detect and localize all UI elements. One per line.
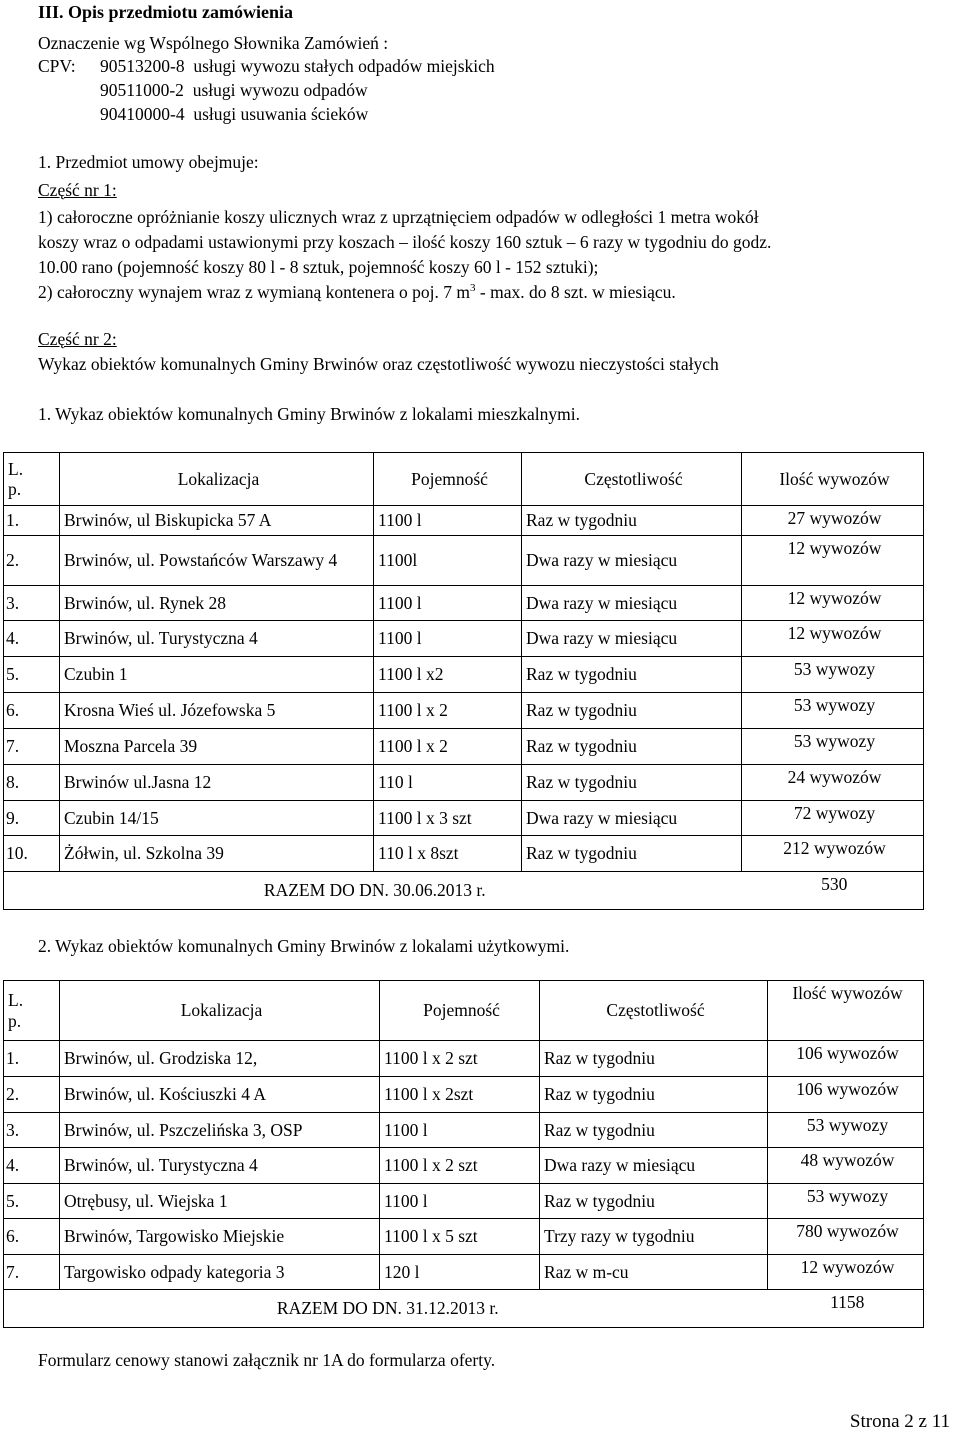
cell-frequency: Dwa razy w miesiącu bbox=[522, 621, 742, 657]
cell-lp: 3. bbox=[4, 586, 60, 621]
cell-capacity: 110 l x 8szt bbox=[374, 836, 522, 872]
cell-frequency: Raz w tygodniu bbox=[522, 765, 742, 801]
cpv-intro: Oznaczenie wg Wspólnego Słownika Zamówień : bbox=[38, 33, 389, 53]
cell-location: Brwinów, ul. Turystyczna 4 bbox=[60, 1148, 380, 1184]
cell-count: 27 wywozów bbox=[742, 506, 924, 536]
total-value: 1158 bbox=[768, 1290, 924, 1328]
table-header-row bbox=[4, 981, 924, 1041]
cell-count: 53 wywozy bbox=[768, 1184, 924, 1219]
cell-location: Brwinów, ul Biskupicka 57 A bbox=[60, 506, 374, 536]
cell-lp: 10. bbox=[4, 836, 60, 872]
cpv-desc: usługi wywozu stałych odpadów miejskich bbox=[193, 56, 495, 76]
header-frequency: Częstotliwość bbox=[522, 453, 742, 506]
header-count: Ilość wywozów bbox=[768, 981, 924, 1041]
cell-lp: 6. bbox=[4, 1219, 60, 1255]
cell-capacity: 110 l bbox=[374, 765, 522, 801]
cell-location: Czubin 14/15 bbox=[60, 801, 374, 836]
table-row bbox=[4, 1219, 924, 1255]
cpv-code: 90511000-2 bbox=[100, 80, 184, 100]
table-residential bbox=[3, 452, 924, 910]
cell-capacity: 120 l bbox=[380, 1255, 540, 1290]
total-value: 530 bbox=[742, 872, 924, 910]
table-row bbox=[4, 765, 924, 801]
header-location: Lokalizacja bbox=[60, 453, 374, 506]
header-count: Ilość wywozów bbox=[742, 453, 924, 506]
total-label: RAZEM DO DN. 30.06.2013 r. bbox=[4, 872, 742, 910]
part1-line bbox=[38, 282, 676, 303]
cell-lp: 1. bbox=[4, 506, 60, 536]
cell-location: Krosna Wieś ul. Józefowska 5 bbox=[60, 693, 374, 729]
cell-capacity: 1100 l bbox=[380, 1113, 540, 1148]
table-row bbox=[4, 801, 924, 836]
total-label: RAZEM DO DN. 31.12.2013 r. bbox=[4, 1290, 768, 1328]
table-commercial bbox=[3, 980, 924, 1328]
cpv-code: 90410000-4 bbox=[100, 104, 185, 124]
cell-capacity: 1100 l x 2szt bbox=[380, 1077, 540, 1113]
cell-capacity: 1100 l x 2 bbox=[374, 729, 522, 765]
cell-capacity: 1100 l x 2 szt bbox=[380, 1041, 540, 1077]
cell-capacity: 1100 l x 3 szt bbox=[374, 801, 522, 836]
cell-location: Brwinów, ul. Kościuszki 4 A bbox=[60, 1077, 380, 1113]
cell-lp: 7. bbox=[4, 729, 60, 765]
cell-lp: 4. bbox=[4, 621, 60, 657]
table-row bbox=[4, 1113, 924, 1148]
cell-frequency: Raz w tygodniu bbox=[540, 1077, 768, 1113]
cell-frequency: Raz w tygodniu bbox=[522, 836, 742, 872]
table-row bbox=[4, 729, 924, 765]
cell-lp: 5. bbox=[4, 1184, 60, 1219]
header-frequency: Częstotliwość bbox=[540, 981, 768, 1041]
cell-location: Brwinów, ul. Powstańców Warszawy 4 bbox=[60, 536, 374, 586]
cell-frequency: Raz w tygodniu bbox=[540, 1184, 768, 1219]
table-row bbox=[4, 586, 924, 621]
cell-frequency: Dwa razy w miesiącu bbox=[540, 1148, 768, 1184]
part1-line-text: - max. do 8 szt. w miesiącu. bbox=[475, 282, 676, 302]
table-total-row bbox=[4, 872, 924, 910]
table-row bbox=[4, 657, 924, 693]
cell-count: 780 wywozów bbox=[768, 1219, 924, 1255]
cell-frequency: Raz w tygodniu bbox=[522, 506, 742, 536]
section-title: III. Opis przedmiotu zamówienia bbox=[38, 2, 294, 22]
cell-lp: 5. bbox=[4, 657, 60, 693]
cell-capacity: 1100 l bbox=[374, 586, 522, 621]
cell-count: 12 wywozów bbox=[768, 1255, 924, 1290]
table-total-row bbox=[4, 1290, 924, 1328]
cell-capacity: 1100l bbox=[374, 536, 522, 586]
page-number: Strona 2 z 11 bbox=[849, 1411, 950, 1433]
cell-lp: 1. bbox=[4, 1041, 60, 1077]
cell-capacity: 1100 l x2 bbox=[374, 657, 522, 693]
cell-capacity: 1100 l bbox=[374, 621, 522, 657]
cell-lp: 3. bbox=[4, 1113, 60, 1148]
header-lp: L. p. bbox=[4, 453, 60, 506]
cell-frequency: Raz w tygodniu bbox=[522, 693, 742, 729]
cpv-desc: usługi usuwania ścieków bbox=[193, 104, 369, 124]
table-row bbox=[4, 621, 924, 657]
table-row bbox=[4, 506, 924, 536]
cell-frequency: Dwa razy w miesiącu bbox=[522, 801, 742, 836]
cell-location: Brwinów ul.Jasna 12 bbox=[60, 765, 374, 801]
part1-title: Część nr 1: bbox=[38, 180, 117, 200]
cell-count: 48 wywozów bbox=[768, 1148, 924, 1184]
cell-lp: 6. bbox=[4, 693, 60, 729]
table-row bbox=[4, 536, 924, 586]
part1-line: 1) całoroczne opróżnianie koszy ulicznych wraz z uprzątnięciem odpadów w odległości 1 metra wokół bbox=[38, 207, 759, 227]
table-row bbox=[4, 693, 924, 729]
cell-frequency: Raz w tygodniu bbox=[522, 657, 742, 693]
cpv-row bbox=[100, 104, 368, 125]
cell-frequency: Raz w m-cu bbox=[540, 1255, 768, 1290]
list2-title: 2. Wykaz obiektów komunalnych Gminy Brwinów z lokalami użytkowymi. bbox=[38, 936, 570, 956]
cell-count: 72 wywozy bbox=[742, 801, 924, 836]
cpv-row bbox=[100, 80, 368, 101]
part2-desc: Wykaz obiektów komunalnych Gminy Brwinów oraz częstotliwość wywozu nieczystości stałych bbox=[38, 354, 719, 374]
table-row bbox=[4, 1184, 924, 1219]
part1-line-text: 2) całoroczny wynajem wraz z wymianą kontenera o poj. 7 m bbox=[38, 282, 470, 302]
cell-frequency: Raz w tygodniu bbox=[540, 1113, 768, 1148]
cell-capacity: 1100 l bbox=[374, 506, 522, 536]
cell-frequency: Raz w tygodniu bbox=[540, 1041, 768, 1077]
cell-lp: 2. bbox=[4, 536, 60, 586]
cell-location: Żółwin, ul. Szkolna 39 bbox=[60, 836, 374, 872]
superscript: 3 bbox=[470, 282, 476, 295]
part1-line: 10.00 rano (pojemność koszy 80 l - 8 sztuk, pojemność koszy 60 l - 152 sztuki); bbox=[38, 257, 599, 277]
cell-location: Otrębusy, ul. Wiejska 1 bbox=[60, 1184, 380, 1219]
cell-count: 53 wywozy bbox=[742, 657, 924, 693]
table-row bbox=[4, 1148, 924, 1184]
cell-count: 12 wywozów bbox=[742, 621, 924, 657]
cell-count: 53 wywozy bbox=[742, 693, 924, 729]
cell-lp: 2. bbox=[4, 1077, 60, 1113]
cell-capacity: 1100 l bbox=[380, 1184, 540, 1219]
table-header-row bbox=[4, 453, 924, 506]
cell-location: Brwinów, ul. Rynek 28 bbox=[60, 586, 374, 621]
cpv-row bbox=[38, 56, 495, 77]
cell-location: Moszna Parcela 39 bbox=[60, 729, 374, 765]
cell-count: 53 wywozy bbox=[768, 1113, 924, 1148]
scope-intro: 1. Przedmiot umowy obejmuje: bbox=[38, 152, 259, 172]
cell-count: 106 wywozów bbox=[768, 1041, 924, 1077]
form-note: Formularz cenowy stanowi załącznik nr 1A do formularza oferty. bbox=[38, 1350, 496, 1370]
cell-lp: 8. bbox=[4, 765, 60, 801]
table-row bbox=[4, 1041, 924, 1077]
table-row bbox=[4, 836, 924, 872]
cell-capacity: 1100 l x 2 bbox=[374, 693, 522, 729]
cell-count: 106 wywozów bbox=[768, 1077, 924, 1113]
cell-frequency: Dwa razy w miesiącu bbox=[522, 586, 742, 621]
cell-frequency: Dwa razy w miesiącu bbox=[522, 536, 742, 586]
cell-capacity: 1100 l x 2 szt bbox=[380, 1148, 540, 1184]
cell-count: 212 wywozów bbox=[742, 836, 924, 872]
cell-lp: 7. bbox=[4, 1255, 60, 1290]
table-row bbox=[4, 1255, 924, 1290]
part2-title: Część nr 2: bbox=[38, 329, 117, 349]
cell-lp: 4. bbox=[4, 1148, 60, 1184]
part1-line: koszy wraz o odpadami ustawionymi przy koszach – ilość koszy 160 sztuk – 6 razy w tygodniu do godz. bbox=[38, 232, 772, 252]
cell-location: Targowisko odpady kategoria 3 bbox=[60, 1255, 380, 1290]
cell-count: 12 wywozów bbox=[742, 536, 924, 586]
cell-location: Brwinów, ul. Pszczelińska 3, OSP bbox=[60, 1113, 380, 1148]
table-row bbox=[4, 1077, 924, 1113]
cpv-desc: usługi wywozu odpadów bbox=[192, 80, 368, 100]
cell-lp: 9. bbox=[4, 801, 60, 836]
cell-location: Czubin 1 bbox=[60, 657, 374, 693]
cell-count: 53 wywozy bbox=[742, 729, 924, 765]
cell-count: 12 wywozów bbox=[742, 586, 924, 621]
header-lp: L. p. bbox=[4, 981, 60, 1041]
header-location: Lokalizacja bbox=[60, 981, 380, 1041]
cpv-prefix: CPV: bbox=[38, 56, 76, 76]
cell-capacity: 1100 l x 5 szt bbox=[380, 1219, 540, 1255]
header-capacity: Pojemność bbox=[380, 981, 540, 1041]
cell-location: Brwinów, Targowisko Miejskie bbox=[60, 1219, 380, 1255]
cpv-code: 90513200-8 bbox=[100, 56, 185, 76]
cell-location: Brwinów, ul. Turystyczna 4 bbox=[60, 621, 374, 657]
cell-frequency: Raz w tygodniu bbox=[522, 729, 742, 765]
header-capacity: Pojemność bbox=[374, 453, 522, 506]
cell-frequency: Trzy razy w tygodniu bbox=[540, 1219, 768, 1255]
cell-location: Brwinów, ul. Grodziska 12, bbox=[60, 1041, 380, 1077]
cell-count: 24 wywozów bbox=[742, 765, 924, 801]
list1-title: 1. Wykaz obiektów komunalnych Gminy Brwinów z lokalami mieszkalnymi. bbox=[38, 404, 580, 424]
